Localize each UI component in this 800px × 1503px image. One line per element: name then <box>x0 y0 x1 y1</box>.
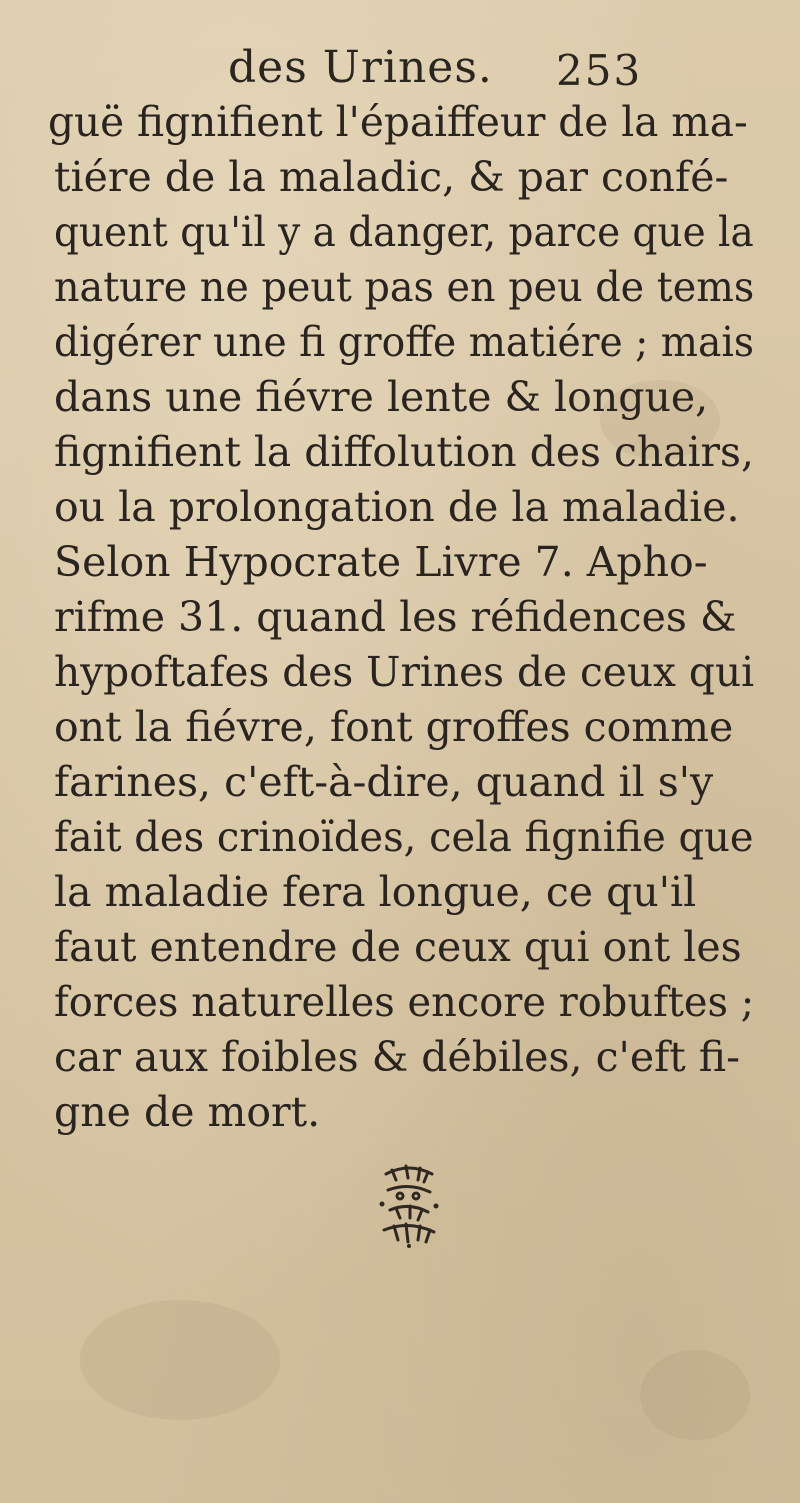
page-header <box>0 42 800 102</box>
paper-stain <box>80 1300 280 1420</box>
running-head: des Urines. <box>228 42 493 93</box>
text-line: gne de mort. <box>54 1088 321 1136</box>
text-line: la maladie fera longue, ce qu'il <box>54 868 697 916</box>
tailpiece-ornament-icon <box>366 1160 452 1250</box>
text-line: forces naturelles encore robuftes ; <box>54 978 755 1026</box>
text-line: hypoftafes des Urines de ceux qui <box>54 648 755 696</box>
text-line: guë fignifient l'épaiffeur de la ma- <box>48 98 748 146</box>
text-line: farines, c'eft-à-dire, quand il s'y <box>54 758 714 806</box>
text-line: faut entendre de ceux qui ont les <box>54 923 742 971</box>
text-line: rifme 31. quand les réfidences & <box>54 593 737 641</box>
paper-stain <box>640 1350 750 1440</box>
text-line: tiére de la maladic, & par confé- <box>54 153 729 201</box>
text-line: nature ne peut pas en peu de tems <box>54 263 755 311</box>
text-line: dans une fiévre lente & longue, <box>54 373 709 421</box>
text-line: ou la prolongation de la maladie. <box>54 483 740 531</box>
text-line: quent qu'il y a danger, parce que la <box>54 208 754 256</box>
text-line: fignifient la diffolution des chairs, <box>54 428 755 476</box>
text-line: Selon Hypocrate Livre 7. Apho- <box>54 538 708 586</box>
text-line: fait des crinoïdes, cela fignifie que <box>54 813 754 861</box>
text-line: digérer une fi groffe matiére ; mais <box>54 318 754 366</box>
text-line: car aux foibles & débiles, c'eft fi- <box>54 1033 740 1081</box>
page-number: 253 <box>556 46 643 95</box>
text-line: ont la fiévre, font groffes comme <box>54 703 734 751</box>
